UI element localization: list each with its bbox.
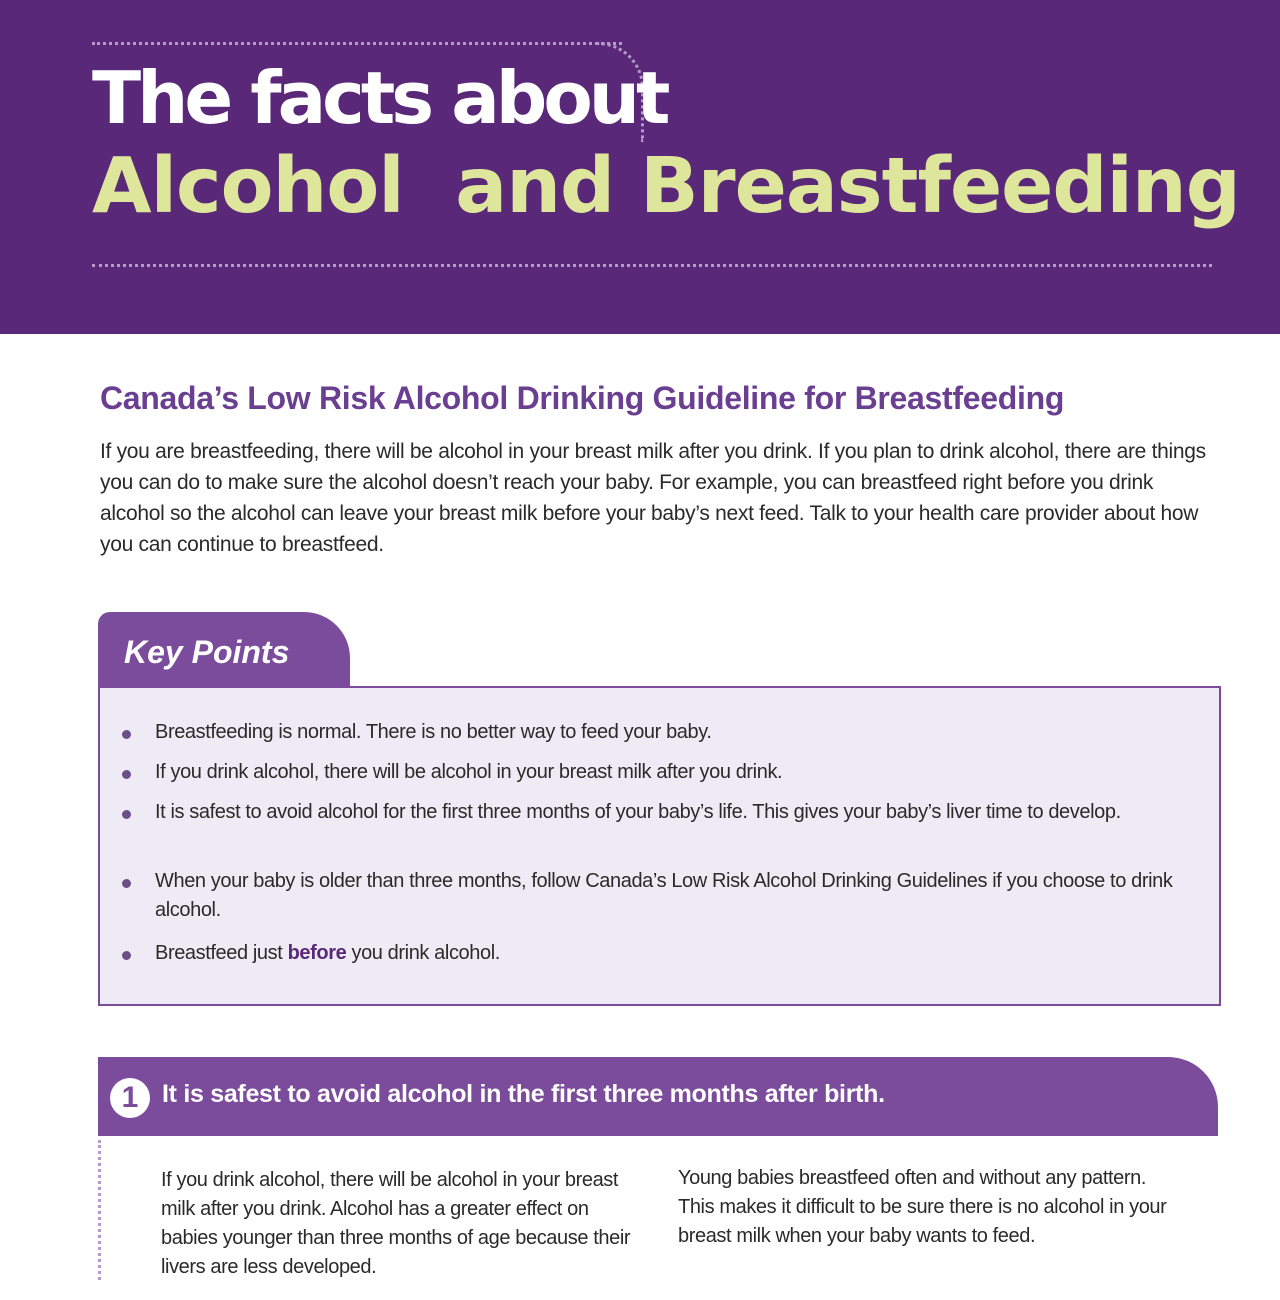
dotted-divider-vertical: [98, 1140, 101, 1280]
key-point-text: you drink alcohol.: [346, 942, 500, 964]
key-point-item: If you drink alcohol, there will be alcohol in your breast milk after you drink.: [155, 758, 1215, 787]
page-title-line-2: Alcohol and Breastfeeding: [92, 142, 1240, 231]
guideline-heading: Canada’s Low Risk Alcohol Drinking Guideline for Breastfeeding: [100, 380, 1065, 416]
key-point-item: It is safest to avoid alcohol for the first three months of your baby’s life. This gives your baby’s liver time to develop.: [155, 798, 1215, 827]
key-point-item: Breastfeeding is normal. There is no better way to feed your baby.: [155, 718, 1215, 747]
key-point-emphasis: before: [287, 942, 347, 964]
header-banner: [0, 0, 1280, 334]
section-1-title: It is safest to avoid alcohol in the first three months after birth.: [162, 1080, 885, 1108]
dotted-divider-bottom: [92, 264, 1212, 267]
page-title-line-1: The facts about: [92, 56, 667, 140]
section-1-right-text: Young babies breastfeed often and without any pattern. This makes it difficult to be sure there is no alcohol in your breast milk when your baby wants to feed.: [678, 1167, 1167, 1247]
dotted-divider-top: [92, 42, 622, 45]
section-number-badge: 1: [110, 1078, 150, 1118]
key-point-text: Breastfeed just: [155, 942, 288, 964]
guideline-body: If you are breastfeeding, there will be alcohol in your breast milk after you drink. If you plan to drink alcohol, there are things you can do to make sure the alcohol doesn’t reach your baby. For example, you can breastfeed right before you drink alcohol so the alcohol can leave your breast milk before your baby’s next feed. Talk to your health care provider about how you can continue to breastfeed.: [100, 440, 1206, 556]
section-1-left-text: If you drink alcohol, there will be alcohol in your breast milk after you drink. Alcohol has a greater effect on babies younger than three months of age because their livers are less developed.: [161, 1169, 631, 1278]
key-point-item: [155, 939, 1215, 968]
key-points-title: Key Points: [124, 634, 290, 670]
key-point-item: When your baby is older than three months, follow Canada’s Low Risk Alcohol Drinking Guidelines if you choose to drink alcohol.: [155, 867, 1215, 925]
